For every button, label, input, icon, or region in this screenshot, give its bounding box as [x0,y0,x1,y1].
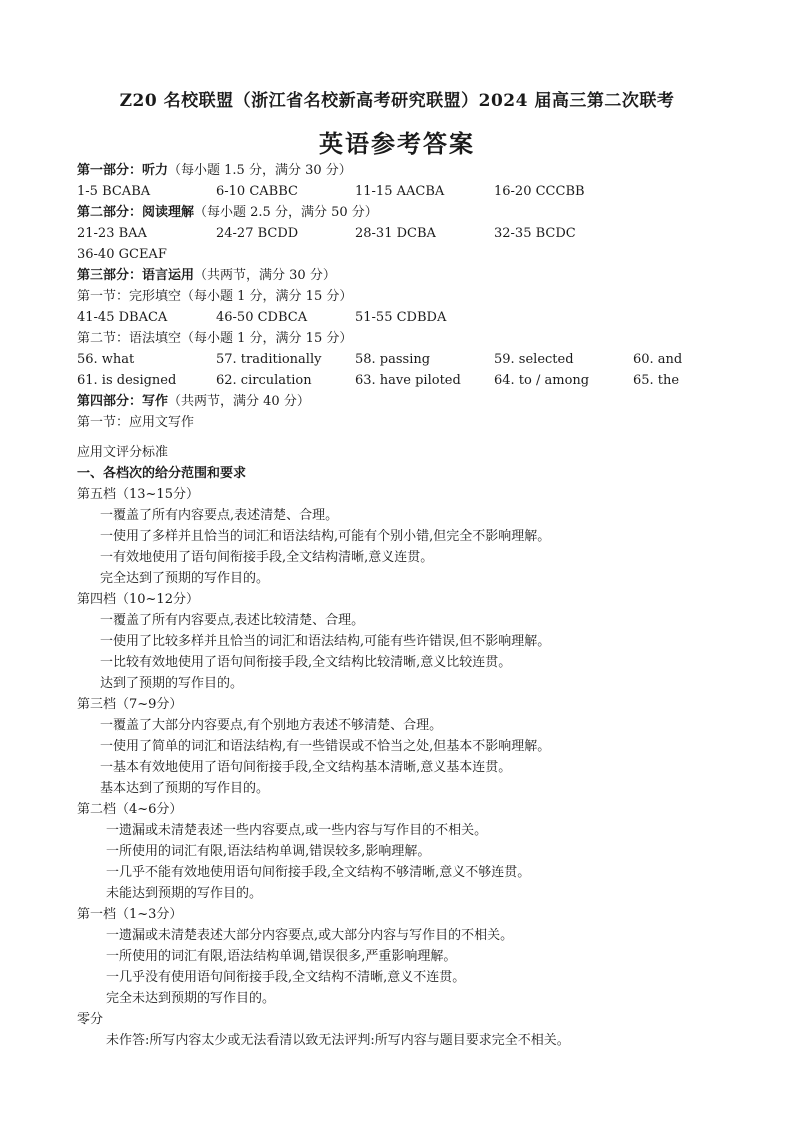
grammar-answer: 65. the [633,373,680,388]
grammar-answer: 57. traditionally [216,352,322,367]
part1-answer: 6-10 CABBC [216,184,298,199]
rubric-heading: 应用文评分标准 [77,445,169,460]
level3-item: 基本达到了预期的写作目的。 [100,781,270,796]
level4-item: 达到了预期的写作目的。 [100,676,244,691]
level3-item: 一覆盖了大部分内容要点,有个别地方表述不够清楚、合理。 [100,718,443,733]
part2-answer: 32-35 BCDC [494,226,576,241]
grammar-answer: 59. selected [494,352,574,367]
grammar-answer: 64. to / among [494,373,590,388]
level4-item: 一比较有效地使用了语句间衔接手段,全文结构比较清晰,意义比较连贯。 [100,655,512,670]
level3-item: 一使用了简单的词汇和语法结构,有一些错误或不恰当之处,但基本不影响理解。 [100,739,551,754]
level0-label: 零分 [77,1012,104,1027]
level2-item: 一遗漏或未清楚表述一些内容要点,或一些内容与写作目的不相关。 [106,823,488,838]
part1-note: （每小题 1.5 分，满分 30 分） [168,163,352,178]
level5-item: 一有效地使用了语句间衔接手段,全文结构清晰,意义连贯。 [100,550,434,565]
cloze-answer: 41-45 DBACA [77,310,168,325]
part1-answer: 1-5 BCABA [77,184,151,199]
part2-note: （每小题 2.5 分，满分 50 分） [194,205,378,220]
page-title: Z20 名校联盟（浙江省名校新高考研究联盟）2024 届高三第二次联考 [119,91,675,111]
level2-item: 一几乎不能有效地使用语句间衔接手段,全文结构不够清晰,意义不够连贯。 [106,865,531,880]
part4-note: （共两节，满分 40 分） [168,394,310,409]
part4-heading [77,394,310,410]
page-subtitle: 英语参考答案 [319,129,475,158]
part1-label: 第一部分：听力 [77,163,169,178]
level5-item: 完全达到了预期的写作目的。 [100,571,270,586]
part3-section1: 第一节：完形填空（每小题 1 分，满分 15 分） [77,289,353,304]
level5-label: 第五档（13~15分） [77,487,199,502]
level1-item: 一所使用的词汇有限,语法结构单调,错误很多,严重影响理解。 [106,949,457,964]
part3-note: （共两节，满分 30 分） [194,268,336,283]
part3-heading [77,268,336,284]
level4-label: 第四档（10~12分） [77,592,199,607]
level1-item: 一遗漏或未清楚表述大部分内容要点,或大部分内容与写作目的不相关。 [106,928,514,943]
level1-item: 一几乎没有使用语句间衔接手段,全文结构不清晰,意义不连贯。 [106,970,466,985]
part2-answer: 36-40 GCEAF [77,247,167,262]
level1-item: 完全未达到预期的写作目的。 [106,991,276,1006]
part3-section2: 第二节：语法填空（每小题 1 分，满分 15 分） [77,331,353,346]
rubric-subheading: 一、各档次的给分范围和要求 [77,466,247,481]
part1-heading [77,163,352,179]
grammar-answer: 62. circulation [216,373,312,388]
part4-label: 第四部分：写作 [77,394,169,409]
part4-section1: 第一节：应用文写作 [77,415,195,430]
level0-item: 未作答:所写内容太少或无法看清以致无法评判:所写内容与题目要求完全不相关。 [106,1033,570,1048]
part1-answer: 11-15 AACBA [355,184,445,199]
grammar-answer: 56. what [77,352,135,367]
part2-answer: 28-31 DCBA [355,226,436,241]
part1-answer: 16-20 CCCBB [494,184,585,199]
part3-label: 第三部分：语言运用 [77,268,195,283]
grammar-answer: 63. have piloted [355,373,461,388]
level1-label: 第一档（1~3分） [77,907,183,922]
level2-item: 未能达到预期的写作目的。 [106,886,263,901]
level5-item: 一覆盖了所有内容要点,表述清楚、合理。 [100,508,339,523]
level2-label: 第二档（4~6分） [77,802,183,817]
level5-item: 一使用了多样并且恰当的词汇和语法结构,可能有个别小错,但完全不影响理解。 [100,529,551,544]
part2-label: 第二部分：阅读理解 [77,205,195,220]
grammar-answer: 60. and [633,352,683,367]
level4-item: 一覆盖了所有内容要点,表述比较清楚、合理。 [100,613,365,628]
level2-item: 一所使用的词汇有限,语法结构单调,错误较多,影响理解。 [106,844,431,859]
level3-item: 一基本有效地使用了语句间衔接手段,全文结构基本清晰,意义基本连贯。 [100,760,512,775]
grammar-answer: 61. is designed [77,373,177,388]
level4-item: 一使用了比较多样并且恰当的词汇和语法结构,可能有些许错误,但不影响理解。 [100,634,551,649]
part2-answer: 24-27 BCDD [216,226,299,241]
part2-answer: 21-23 BAA [77,226,147,241]
cloze-answer: 51-55 CDBDA [355,310,447,325]
cloze-answer: 46-50 CDBCA [216,310,308,325]
part2-heading [77,205,378,221]
grammar-answer: 58. passing [355,352,431,367]
level3-label: 第三档（7~9分） [77,697,183,712]
